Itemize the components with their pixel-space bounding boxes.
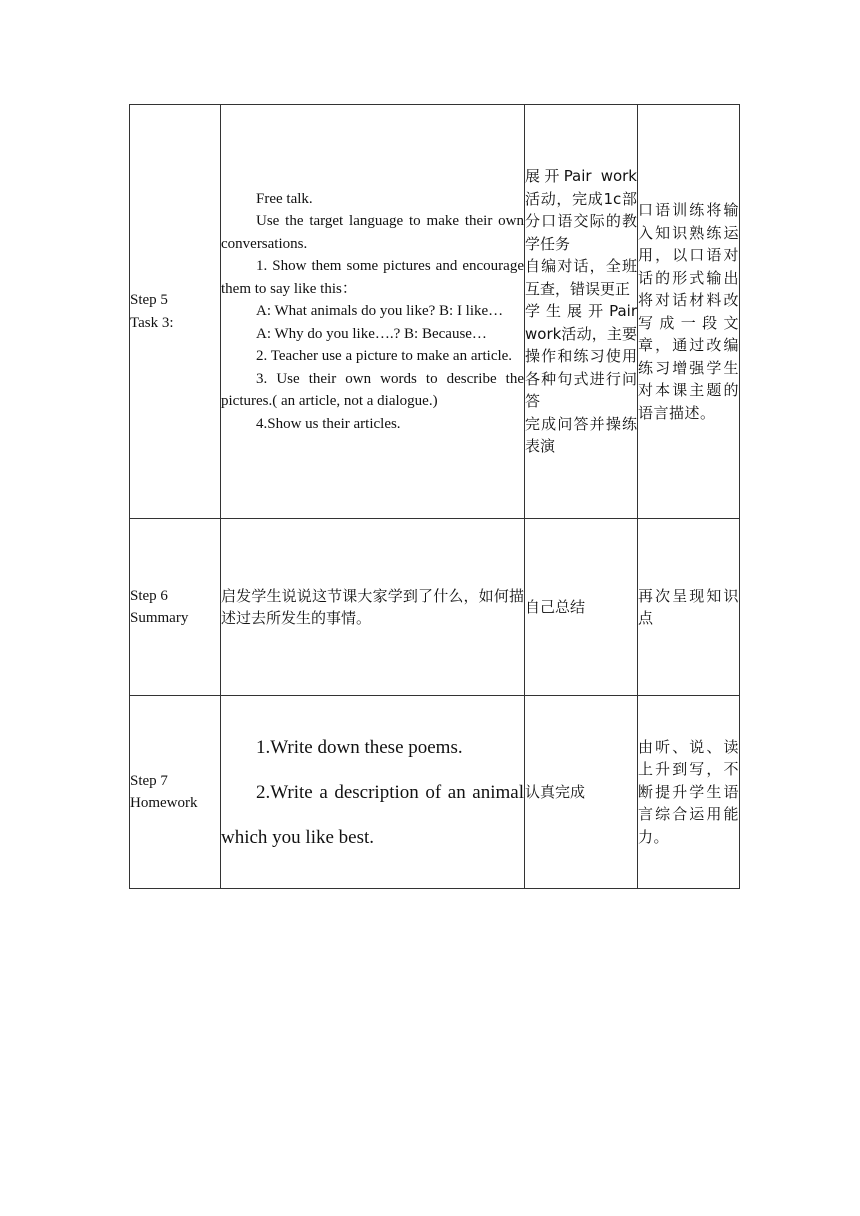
design-intent-text: 由听、说、读上升到写，不断提升学生语言综合运用能力。 xyxy=(638,737,739,846)
process-line: Use the target language to make their own conversations. xyxy=(221,213,524,252)
table-row-step7 xyxy=(130,696,740,889)
design-intent-cell xyxy=(638,519,740,696)
student-line: 自己总结 xyxy=(525,597,586,616)
table-row-step5 xyxy=(130,105,740,519)
teaching-process-cell xyxy=(221,696,525,889)
process-line: Free talk. xyxy=(256,190,313,207)
student-line: 自编对话，全班互查，错误更正 xyxy=(525,257,637,298)
student-line: 学生展开Pair work活动，主要操作和练习使用各种句式进行问答 xyxy=(525,302,637,411)
teaching-process-cell xyxy=(221,519,525,696)
step-cell xyxy=(130,105,221,519)
process-line: 3. Use their own words to describe the pictures.( an article, not a dialogue.) xyxy=(221,370,524,410)
step-number: Step 7 xyxy=(130,772,168,789)
student-line: 完成问答并操练表演 xyxy=(525,414,637,456)
step-number: Step 5 xyxy=(130,292,168,308)
process-line: 1. Show them some pictures and encourage them to say like this： xyxy=(221,258,524,297)
design-intent-text: 口语训练将输入知识熟练运用，以口语对话的形式输出将对话材料改写成一段文章，通过改编练习增强学生对本课主题的语言描述。 xyxy=(638,201,739,422)
process-line: 1.Write down these poems. xyxy=(256,736,463,758)
table-row-step6 xyxy=(130,519,740,696)
process-line: 2.Write a description of an animal which you like best. xyxy=(221,781,524,848)
design-intent-cell xyxy=(638,105,740,519)
step-title: Task 3: xyxy=(130,314,174,331)
step-cell xyxy=(130,519,221,696)
student-line: 认真完成 xyxy=(525,782,586,801)
process-line: 4.Show us their articles. xyxy=(256,415,401,432)
teaching-process-cell xyxy=(221,105,525,519)
student-activity-cell xyxy=(525,519,638,696)
student-activity-cell xyxy=(525,105,638,519)
step-number: Step 6 xyxy=(130,587,168,604)
process-line: A: What animals do you like? B: I like… xyxy=(256,303,504,320)
process-line: A: Why do you like….? B: Because… xyxy=(256,325,487,342)
student-line: 展开Pair work活动，完成1c部分口语交际的教学任务 xyxy=(525,167,637,253)
lesson-plan-table xyxy=(129,104,740,889)
process-line: 2. Teacher use a picture to make an article. xyxy=(256,348,513,365)
student-activity-cell xyxy=(525,696,638,889)
step-cell xyxy=(130,696,221,889)
step-title: Summary xyxy=(130,610,189,626)
design-intent-cell xyxy=(638,696,740,889)
step-title: Homework xyxy=(130,795,198,811)
design-intent-text: 再次呈现知识点 xyxy=(638,586,739,627)
process-line: 启发学生说说这节课大家学到了什么，如何描述过去所发生的事情。 xyxy=(221,586,524,627)
